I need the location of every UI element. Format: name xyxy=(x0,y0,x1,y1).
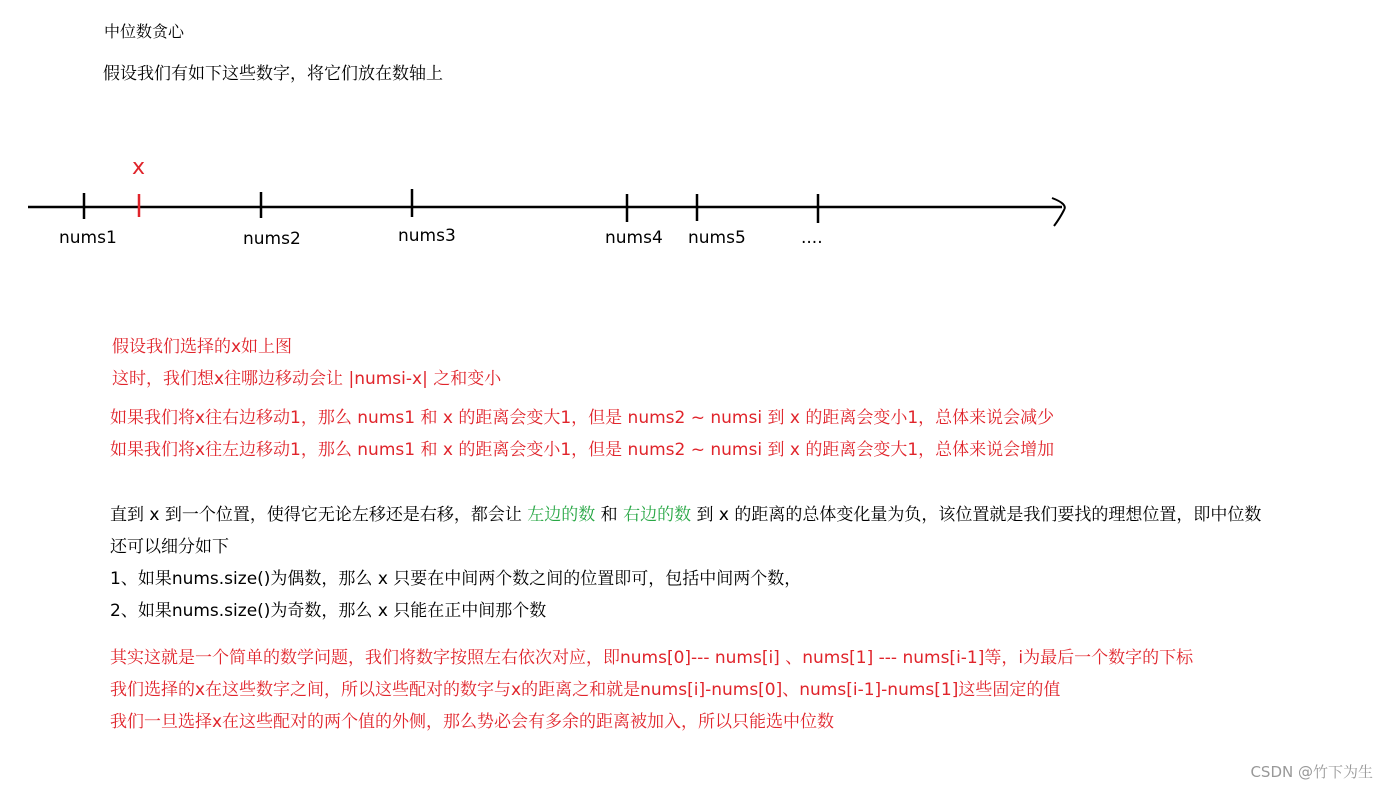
math-explanation-line-3: 我们一旦选择x在这些配对的两个值的外侧，那么势必会有多余的距离被加入，所以只能选中位数 xyxy=(110,712,835,732)
move-left-line: 如果我们将x往左边移动1，那么 nums1 和 x 的距离会变小1，但是 nums2 ~ numsi 到 x 的距离会变大1，总体来说会增加 xyxy=(110,440,1055,460)
tick-label-nums4: nums4 xyxy=(605,228,663,248)
axis-arrowhead xyxy=(1052,198,1065,226)
tick-label-more: .... xyxy=(801,228,823,248)
csdn-watermark: CSDN @竹下为生 xyxy=(1250,763,1373,781)
conclusion-left-numbers: 左边的数 xyxy=(527,505,596,525)
number-line-diagram xyxy=(0,150,1100,260)
intro-text: 假设我们有如下这些数字，将它们放在数轴上 xyxy=(103,64,443,84)
tick-label-nums2: nums2 xyxy=(243,229,301,249)
conclusion-line xyxy=(110,504,1261,526)
math-explanation-line-2: 我们选择的x在这些数字之间，所以这些配对的数字与x的距离之和就是nums[i]-nums[0]、nums[i-1]-nums[1]这些固定的值 xyxy=(110,680,1061,700)
conclusion-right-numbers: 右边的数 xyxy=(623,505,692,525)
math-explanation-line-1: 其实这就是一个简单的数学问题，我们将数字按照左右依次对应，即nums[0]--- nums[i] 、nums[1] --- nums[i-1]等，i为最后一个数字的下标 xyxy=(110,648,1194,668)
question-line: 这时，我们想x往哪边移动会让 |numsi-x| 之和变小 xyxy=(112,369,502,389)
conclusion-text-a: 直到 x 到一个位置，使得它无论左移还是右移，都会让 xyxy=(110,505,528,525)
odd-case-line: 2、如果nums.size()为奇数，那么 x 只能在正中间那个数 xyxy=(110,601,547,621)
assumption-line: 假设我们选择的x如上图 xyxy=(112,337,293,357)
tick-label-nums3: nums3 xyxy=(398,226,456,246)
x-marker-label: x xyxy=(132,155,146,180)
tick-label-nums5: nums5 xyxy=(688,228,746,248)
tick-label-nums1: nums1 xyxy=(59,228,117,248)
even-case-line: 1、如果nums.size()为偶数，那么 x 只要在中间两个数之间的位置即可，包括中间两个数， xyxy=(110,569,802,589)
move-right-line: 如果我们将x往右边移动1，那么 nums1 和 x 的距离会变大1，但是 nums2 ~ numsi 到 x 的距离会变小1，总体来说会减少 xyxy=(110,408,1055,428)
conclusion-text-b: 和 xyxy=(595,505,624,525)
conclusion-text-c: 到 x 的距离的总体变化量为负，该位置就是我们要找的理想位置，即中位数 xyxy=(691,505,1262,525)
subdivide-line: 还可以细分如下 xyxy=(110,537,229,557)
title: 中位数贪心 xyxy=(104,22,185,41)
